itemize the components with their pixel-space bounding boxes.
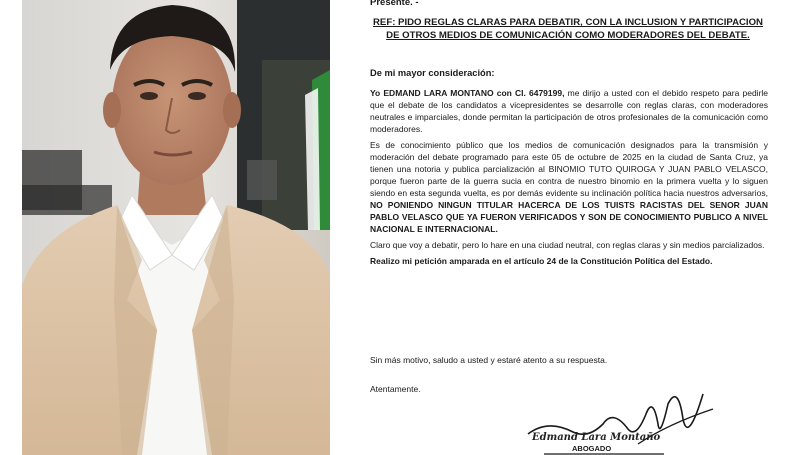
letter-closing: Sin más motivo, saludo a usted y estaré atento a su respuesta. [370, 355, 608, 365]
letter-body [370, 87, 768, 267]
letter-paragraph-2: Es de conocimiento público que los medios de comunicación designados para la transmisión y moderación del debate programado para este 05 de octubre de 2025 en la ciudad de Santa Cruz, ya tienen una notoria y publica parcialización al BINOMIO TUTO QUIROGA Y JUAN PABLO VELASCO, porque fueron parte de la guerra sucia en contra de nuestro binomio en la primera vuelta y lo siguen siendo en esta segunda vuelta, es por demás evidente su inclinación política hacia nuestros adversarios, NO PONIENDO NINGUN TITULAR HACERCA DE LOS TUISTS RACISTAS DEL SENOR JUAN PABLO VELASCO QUE YA FUERON VERIFICADOS Y SON DE CONOCIMIENTO PUBLICO A NIVEL NACIONAL E INTERNACIONAL. [370, 140, 768, 234]
letter-author-lead: Yo EDMAND LARA MONTANO con CI. 6479199, [370, 88, 565, 98]
signature-title: ABOGADO [572, 444, 612, 453]
letter-document [348, 0, 784, 455]
letter-paragraph-3: Claro que voy a debatir, pero lo hare en una ciudad neutral, con reglas claras y sin medios parcializados. [370, 240, 765, 250]
letter-paragraph-1: Yo EDMAND LARA MONTANO con CI. 6479199, me dirijo a usted con el debido respeto para pedirle que el debate de los candidatos a vicepresidentes se desarrolle con reglas claras, con moderadores neutrales e imparciales, donde permitan la participación de otros profesionales de la comunicación como moderadores. [370, 88, 769, 134]
letter-paragraph-4: Realizo mi petición amparada en el artículo 24 de la Constitución Política del Estado. [370, 256, 713, 266]
handwritten-signature [518, 384, 718, 455]
portrait-photo [22, 0, 330, 455]
letter-salutation: De mi mayor consideración: [370, 68, 495, 78]
letter-presente: Presente. - [370, 0, 419, 8]
signature-name: Edmand Lara Montaño [532, 432, 661, 443]
letter-reference: REF: PIDO REGLAS CLARAS PARA DEBATIR, CON LA INCLUSION Y PARTICIPACION DE OTROS MEDIOS DE COMUNICACIÓN COMO MODERADORES DEL DEBATE. [373, 17, 763, 41]
letter-atentamente: Atentamente. [370, 384, 421, 394]
portrait-image [22, 0, 330, 455]
